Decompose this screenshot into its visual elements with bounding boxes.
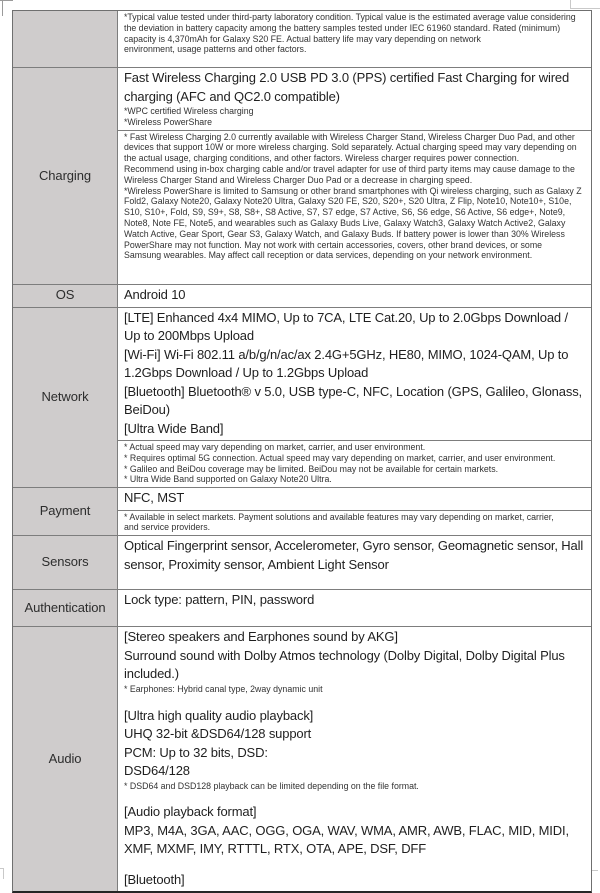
spec-text-main: [Bluetooth] Bluetooth® v 5.0, USB type-C, NFC, Location (GPS, Galileo, Glonass, BeiDou) xyxy=(124,383,583,417)
spec-text-note: * Actual speed may vary depending on market, carrier, and user environment. xyxy=(124,442,426,452)
spec-text-main: sensor, Proximity sensor, Ambient Light Sensor xyxy=(124,556,389,572)
spec-text-blank xyxy=(124,791,586,803)
spec-section xyxy=(118,590,591,626)
spec-row-value xyxy=(118,68,591,284)
spec-row-label: Payment xyxy=(13,488,118,535)
spec-text-main: [Bluetooth] xyxy=(124,871,185,887)
spec-row-value xyxy=(118,536,591,589)
spec-text-note: and service providers. xyxy=(124,522,211,533)
spec-text-note: * DSD64 and DSD128 playback can be limited depending on the file format. xyxy=(124,780,419,791)
spec-text-main: Android 10 xyxy=(124,287,186,302)
spec-row-value xyxy=(118,11,591,67)
spec-text-main: [Ultra Wide Band] xyxy=(124,420,224,436)
spec-text-main: [Ultra high quality audio playback] xyxy=(124,707,314,723)
spec-text-blank xyxy=(124,695,586,707)
page-corner-mark xyxy=(570,0,571,8)
spec-row xyxy=(13,626,591,891)
spec-section xyxy=(118,536,591,589)
spec-text-main: DSD64/128 xyxy=(124,763,190,779)
spec-row-value xyxy=(118,627,591,891)
spec-text-note: environment, usage patterns and other factors. xyxy=(124,44,307,55)
spec-section xyxy=(118,68,591,130)
spec-row-value xyxy=(118,590,591,626)
spec-text-note: * Available in select markets. Payment solutions and available features may vary depending on market, carrier, xyxy=(124,511,554,522)
spec-text-main: Fast Wireless Charging 2.0 USB PD 3.0 (PPS) certified Fast Charging for wired charging (AFC and QC2.0 compatible) xyxy=(124,70,570,104)
spec-text-note: * Galileo and BeiDou coverage may be limited. BeiDou may not be available for certain markets. xyxy=(124,463,499,474)
spec-text-main: Surround sound with Dolby Atmos technology (Dolby Digital, Dolby Digital Plus included.) xyxy=(124,647,565,682)
page-corner-mark xyxy=(2,0,3,16)
spec-table xyxy=(12,10,592,893)
spec-row xyxy=(13,307,591,488)
spec-text-main: [Stereo speakers and Earphones sound by AKG] xyxy=(124,629,398,645)
spec-row xyxy=(13,535,591,589)
spec-row-value xyxy=(118,488,591,535)
spec-row xyxy=(13,589,591,626)
spec-text-note: * Earphones: Hybrid canal type, 2way dynamic unit xyxy=(124,683,323,694)
spec-row xyxy=(13,284,591,307)
spec-row-label: Network xyxy=(13,308,118,488)
spec-text-note: Recommend using in-box charging cable and/or travel adapter for use of third party items may cause damage to the Wireless Charger Stand and Wireless Charger Duo Pad or a decrease in charging speed. xyxy=(124,163,575,185)
spec-row-value xyxy=(118,285,591,307)
spec-row-label: Charging xyxy=(13,68,118,284)
spec-text-note: *Wireless PowerShare xyxy=(124,116,212,127)
spec-row xyxy=(13,11,591,67)
spec-text-main: [LTE] Enhanced 4x4 MIMO, Up to 7CA, LTE Cat.20, Up to 2.0Gbps Download / Up to 200Mbps Upload xyxy=(124,309,568,343)
spec-text-note: * Requires optimal 5G connection. Actual speed may vary depending on market, carrier, and user environment. xyxy=(124,452,556,463)
spec-row-value xyxy=(118,308,591,488)
spec-row xyxy=(13,487,591,535)
spec-row-label xyxy=(13,11,118,67)
spec-text-note: Samsung wearables. May affect call reception or data services, depending on your network environment. xyxy=(124,250,533,261)
spec-text-main: Lock type: pattern, PIN, password xyxy=(124,592,315,608)
spec-text-main: Optical Fingerprint sensor, Accelerometer, Gyro sensor, Geomagnetic sensor, Hall xyxy=(124,538,584,554)
spec-text-note: * Fast Wireless Charging 2.0 currently available with Wireless Charger Stand, Wireless Charger Duo Pad, and other devices that support 10W or more wireless charging. Sold separately. Actual charging speed may vary depending on the actual usage, charging conditions, and other factors. Wireless charger requires power connection. xyxy=(124,131,577,164)
spec-section xyxy=(118,440,591,487)
spec-row-label: Authentication xyxy=(13,590,118,626)
spec-row-label: Sensors xyxy=(13,536,118,589)
page-corner-mark xyxy=(3,868,4,879)
spec-row xyxy=(13,67,591,284)
spec-section xyxy=(118,130,591,284)
spec-text-note: *WPC certified Wireless charging xyxy=(124,106,254,116)
spec-text-main: [Wi-Fi] Wi-Fi 802.11 a/b/g/n/ac/ax 2.4G+5GHz, HE80, MIMO, 1024-QAM, Up to 1.2Gbps Download / Up to 1.2Gbps Upload xyxy=(124,346,569,380)
spec-text-main: MP3, M4A, 3GA, AAC, OGG, OGA, WAV, WMA, AMR, AWB, FLAC, MID, MIDI, XMF, MXMF, IMY, RTTTL, RTX, OTA, APE, DSF, DFF xyxy=(124,822,569,857)
spec-text-note: *Wireless PowerShare is limited to Samsung or other brand smartphones with Qi wireless charging, such as Galaxy Z Fold2, Galaxy Note20, Galaxy Note20 Ultra, Galaxy S20 FE, S20, S20+, S20 Ultra, Z Flip, Note10, Note10+, S10e, S10, S10+, Fold, S9, S9+, S8, S8+, S8 Active, S7, S7 edge, S7 Active, S6, S6 edge, S6 Active, S6 edge+, Note9, Note8, Note FE, Note5, and wearables such as Galaxy Buds Live, Galaxy Watch3, Galaxy Watch Active2, Galaxy Watch Active, Gear Sport, Gear S3, Galaxy Watch, and Galaxy Buds. If battery power is lower than 30% Wireless PowerShare may not function. May not work with certain accessories, covers, other brand devices, or some xyxy=(124,185,582,250)
spec-text-main: NFC, MST xyxy=(124,490,185,506)
spec-section xyxy=(118,510,591,536)
spec-text-blank xyxy=(124,859,586,871)
spec-text-main: PCM: Up to 32 bits, DSD: xyxy=(124,744,268,760)
spec-section xyxy=(118,285,591,307)
spec-section xyxy=(118,488,591,510)
spec-row-label: Audio xyxy=(13,627,118,891)
spec-section xyxy=(118,11,591,67)
spec-text-note: * Ultra Wide Band supported on Galaxy Note20 Ultra. xyxy=(124,474,332,485)
spec-section xyxy=(118,308,591,441)
page-corner-mark xyxy=(570,8,600,9)
spec-text-main: UHQ 32-bit &DSD64/128 support xyxy=(124,726,312,742)
spec-section xyxy=(118,627,591,891)
spec-text-note: *Typical value tested under third-party laboratory condition. Typical value is the estimated average value considering the deviation in battery capacity among the battery samples tested under IEC 61960 standard. Rated (minimum) capacity is 4,370mAh for Galaxy S20 FE. Actual battery life may vary depending on network xyxy=(124,12,576,44)
spec-row-label: OS xyxy=(13,285,118,307)
spec-text-main: [Audio playback format] xyxy=(124,804,257,820)
